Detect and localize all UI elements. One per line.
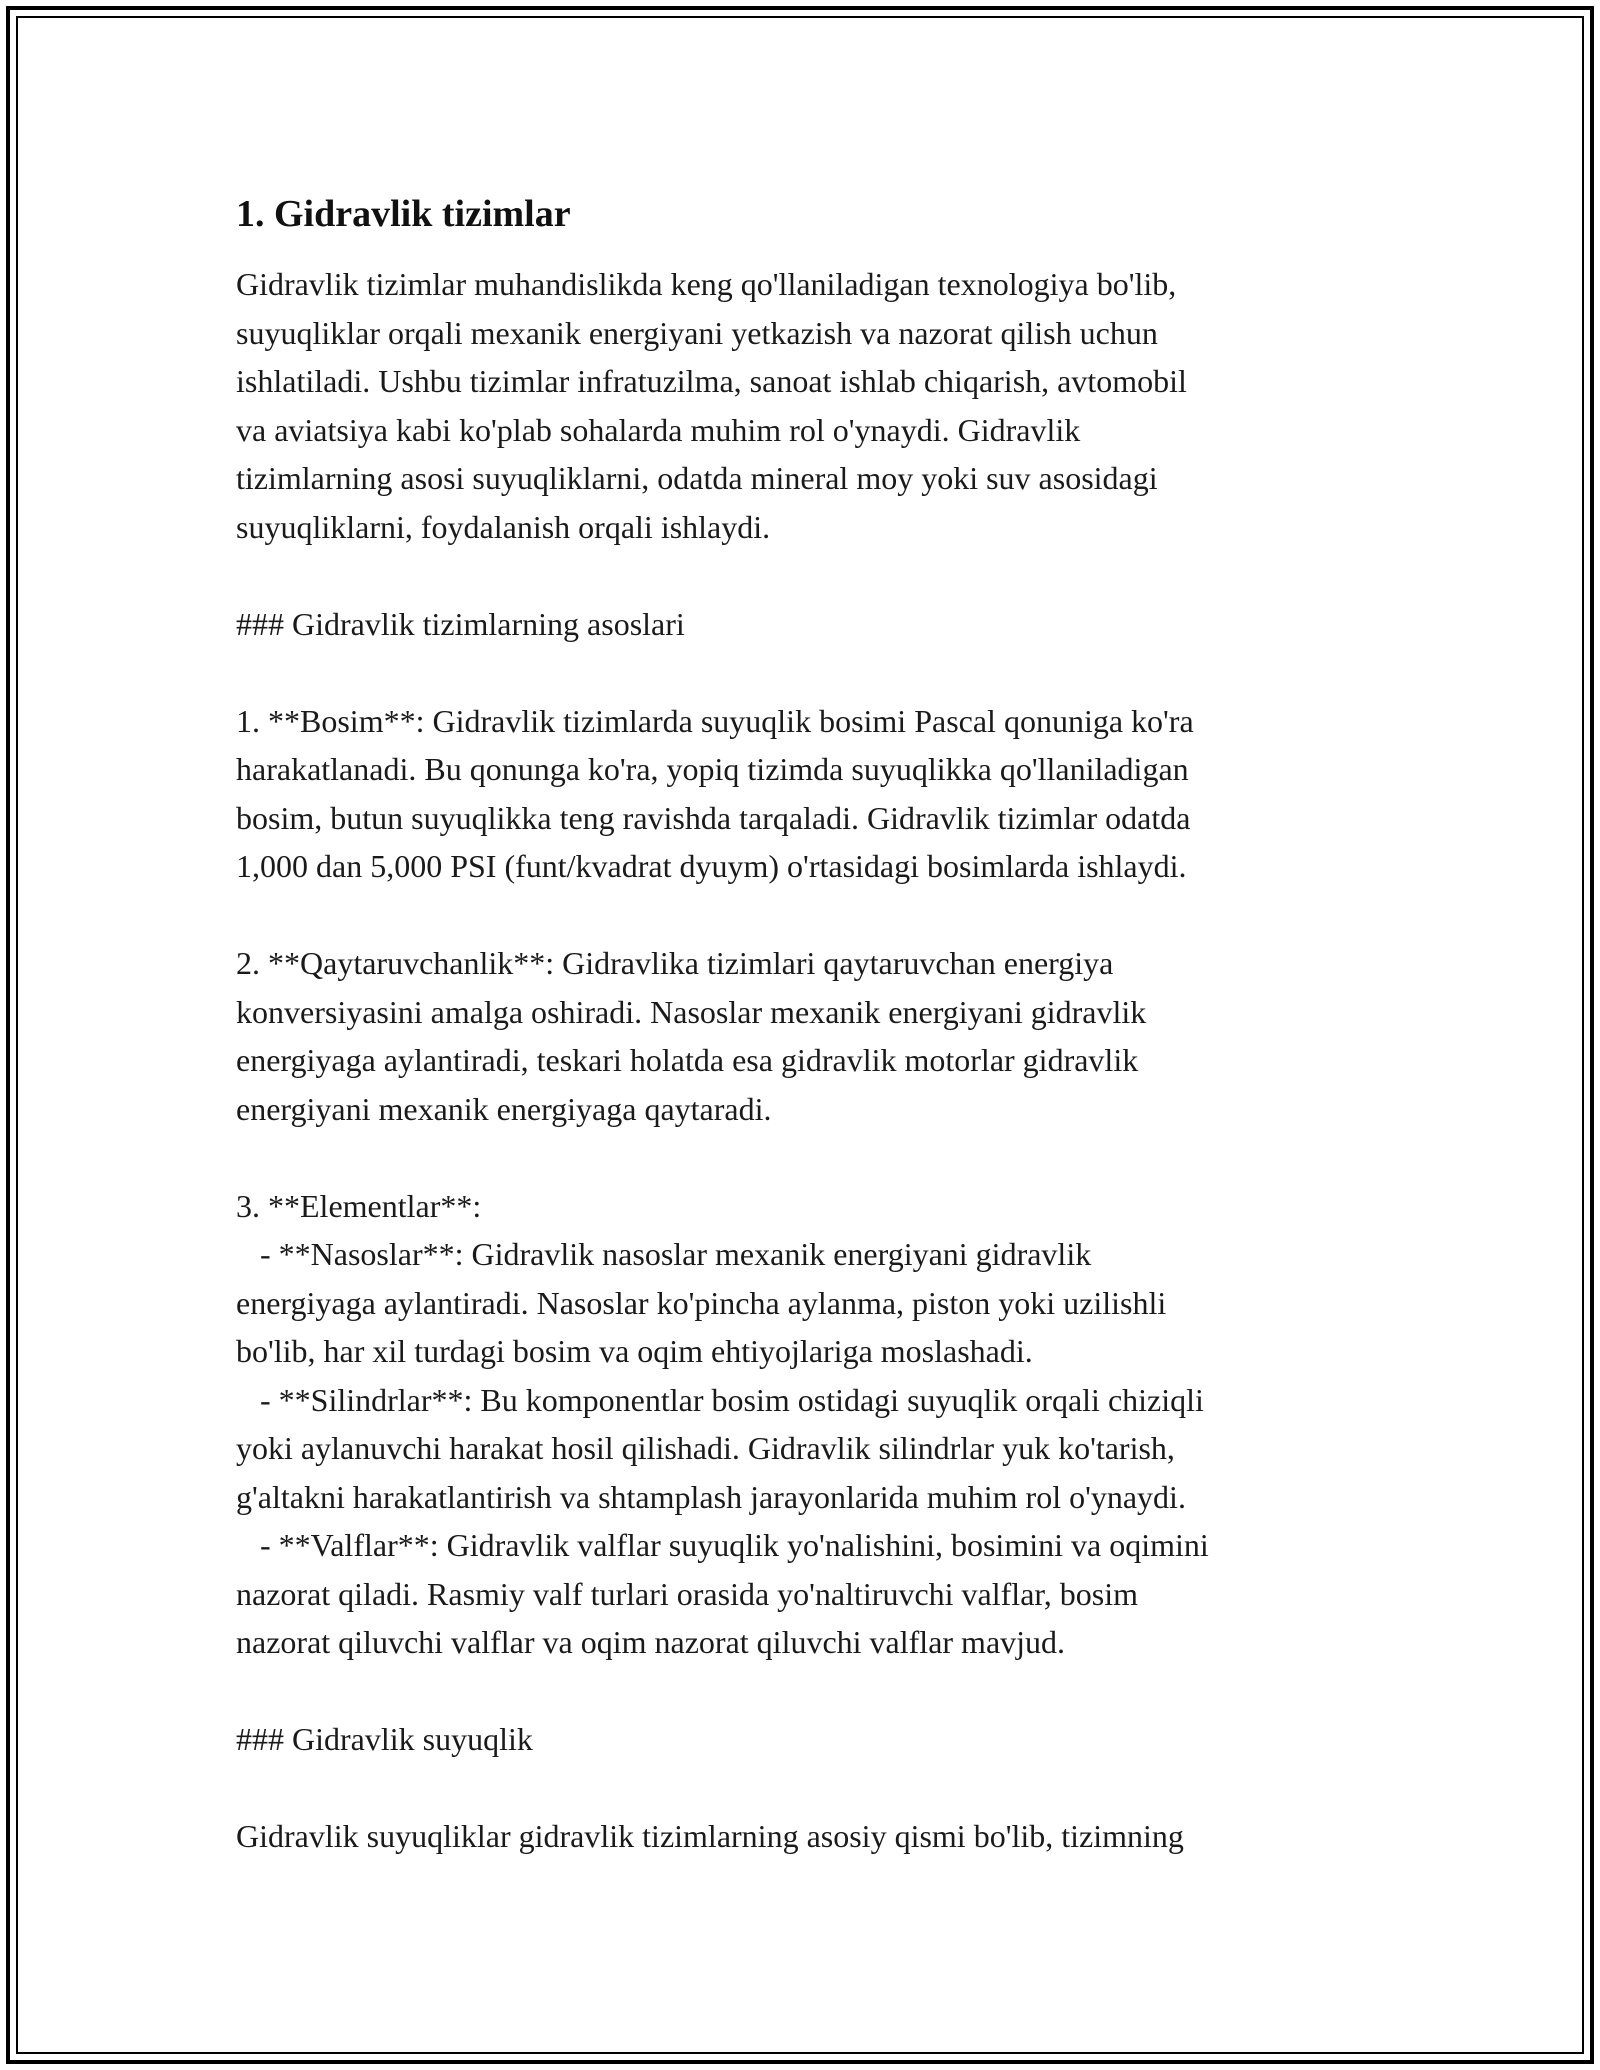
section-heading-suyuqlik: ### Gidravlik suyuqlik [236,1721,533,1757]
paragraph-gap [236,891,1366,940]
list-item-elementlar: 3. **Elementlar**: - **Nasoslar**: Gidravlik nasoslar mexanik energiyani gidravlik energiyaga aylantiradi. Nasoslar ko'pincha aylanma, piston yoki uzilishli bo'lib, har xil turdagi bosim va oqim ehtiyojlariga moslashadi. - **Silindrlar**: Bu komponentlar bosim ostidagi suyuqlik orqali chiziqli yoki aylanuvchi harakat hosil qilishadi. Gidravlik silindrlar yuk ko'tarish, g'altakni harakatlantirish va shtamplash jarayonlarida muhim rol o'ynaydi. - **Valflar**: Gidravlik valflar suyuqlik yo'nalishini, bosimini va oqimini nazorat qiladi. Rasmiy valf turlari orasida yo'naltiruvchi valflar, bosim nazorat qiluvchi valflar va oqim nazorat qiluvchi valflar mavjud. [236,1187,1209,1660]
paragraph-gap [236,551,1366,600]
paragraph-gap [236,1667,1366,1716]
list-item-qaytaruvchanlik: 2. **Qaytaruvchanlik**: Gidravlika tizimlari qaytaruvchan energiya konversiyasini amalga oshiradi. Nasoslar mexanik energiyani gidravlik energiyaga aylantiradi, teskari holatda esa gidravlik motorlar gidravlik energiyani mexanik energiyaga qaytaradi. [236,945,1147,1127]
paragraph-gap [236,1133,1366,1182]
paragraph-gap [236,648,1366,697]
document-body [236,188,1366,1861]
suyuqlik-paragraph: Gidravlik suyuqliklar gidravlik tizimlarning asosiy qismi bo'lib, tizimning [236,1818,1184,1854]
list-item-bosim: 1. **Bosim**: Gidravlik tizimlarda suyuqlik bosimi Pascal qonuniga ko'ra harakatlanadi. Bu qonunga ko'ra, yopiq tizimda suyuqlikka qo'llaniladigan bosim, butun suyuqlikka teng ravishda tarqaladi. Gidravlik tizimlar odatda 1,000 dan 5,000 PSI (funt/kvadrat dyuym) o'rtasidagi bosimlarda ishlaydi. [236,702,1194,884]
paragraph-gap [236,1764,1366,1813]
intro-paragraph: Gidravlik tizimlar muhandislikda keng qo'llaniladigan texnologiya bo'lib, suyuqliklar orqali mexanik energiyani yetkazish va nazorat qilish uchun ishlatiladi. Ushbu tizimlar infratuzilma, sanoat ishlab chiqarish, avtomobil va aviatsiya kabi ko'plab sohalarda muhim rol o'ynaydi. Gidravlik tizimlarning asosi suyuqliklarni, odatda mineral moy yoki suv asosidagi suyuqliklarni, foydalanish orqali ishlaydi. [236,266,1187,545]
section-heading-asoslari: ### Gidravlik tizimlarning asoslari [236,605,685,642]
document-title: 1. Gidravlik tizimlar [236,193,571,235]
